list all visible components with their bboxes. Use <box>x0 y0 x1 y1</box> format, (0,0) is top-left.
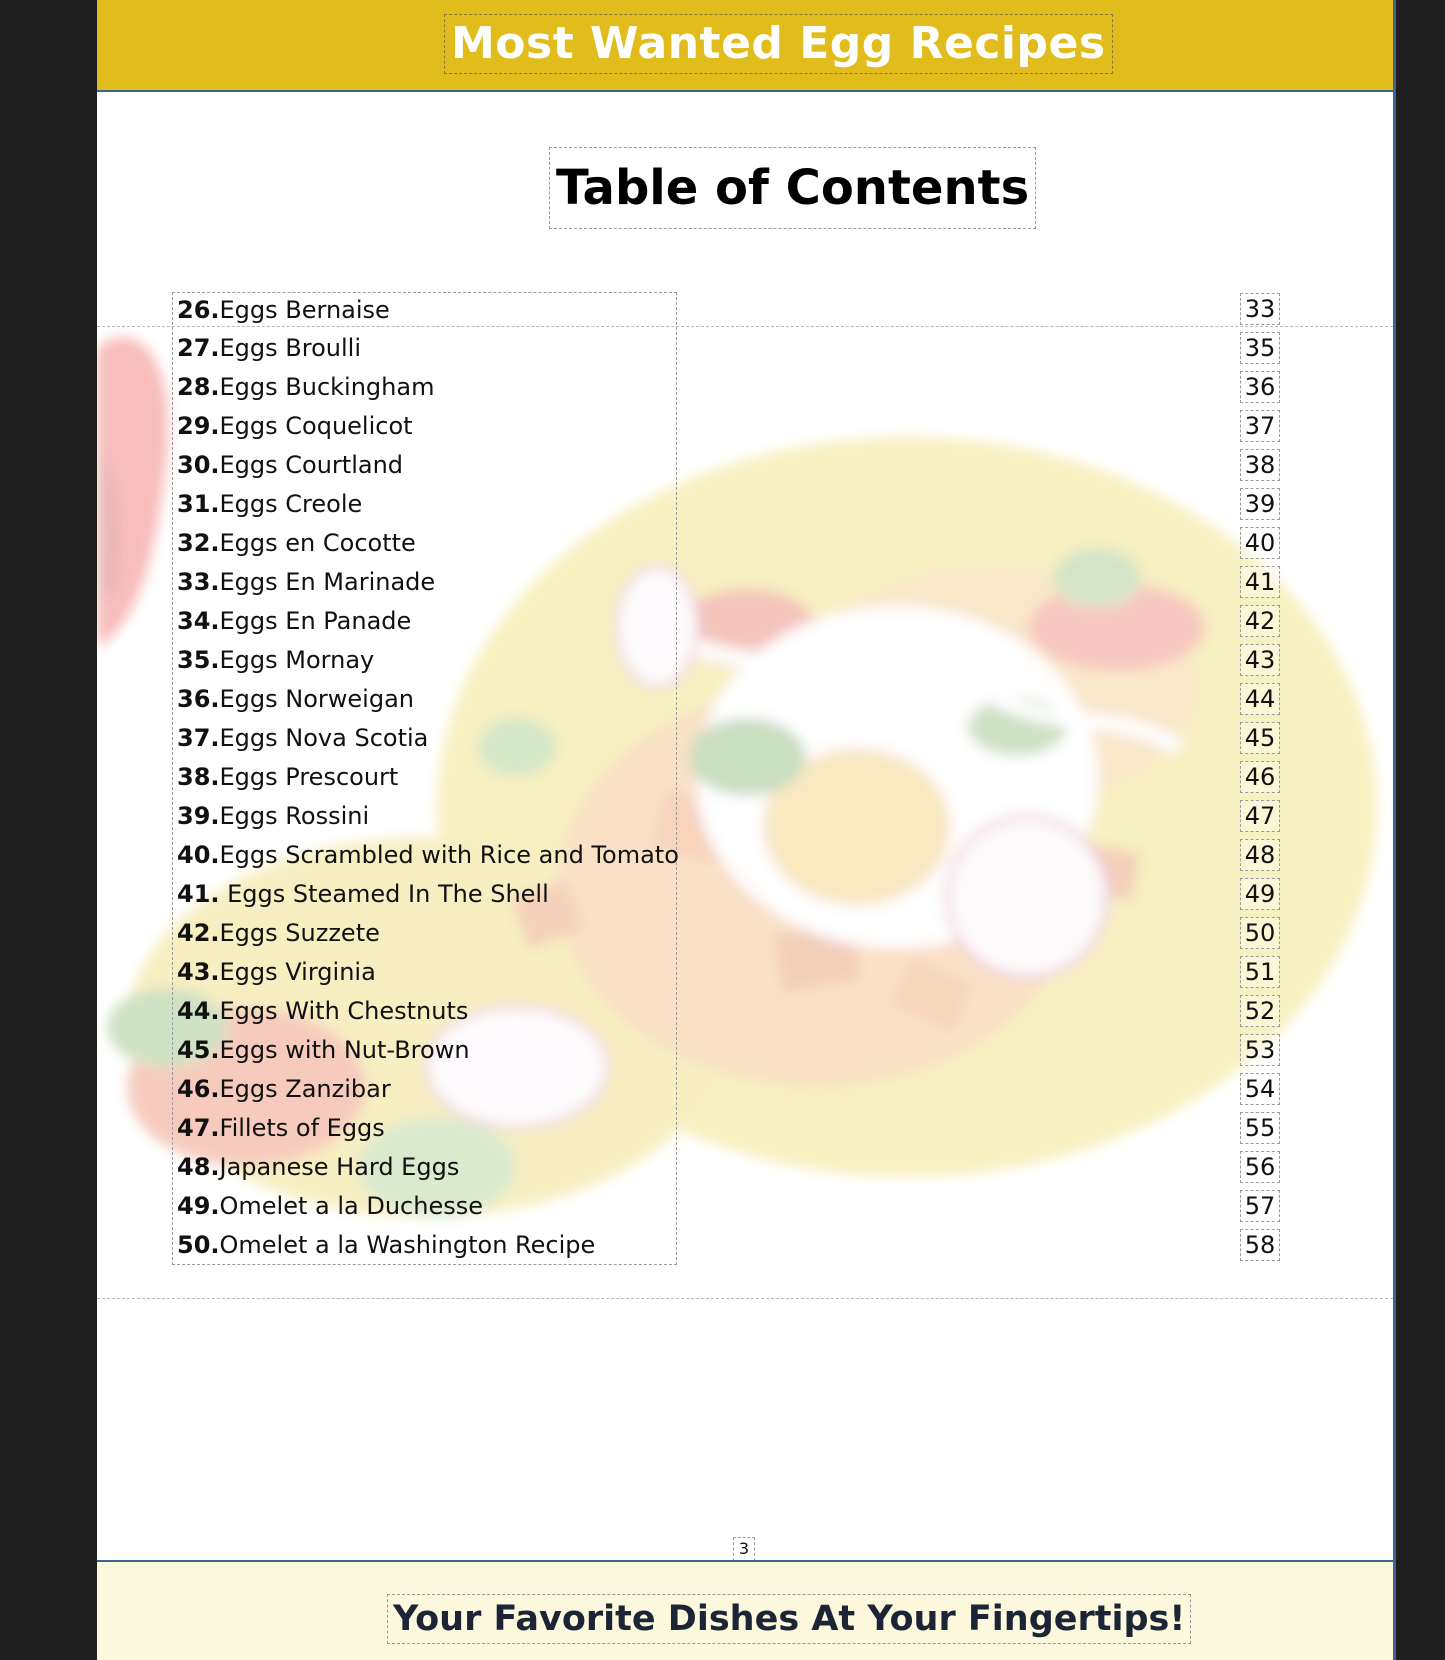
footer-band <box>97 1560 1393 1660</box>
toc-page-number: 38 <box>1240 449 1280 481</box>
toc-entry[interactable] <box>177 682 414 716</box>
toc-entry-number: 49. <box>177 1192 220 1220</box>
toc-page-number: 54 <box>1240 1073 1280 1105</box>
toc-entry-label: Japanese Hard Eggs <box>219 1153 460 1181</box>
toc-entry-number: 47. <box>177 1114 220 1142</box>
toc-entry-label: Eggs Creole <box>219 490 363 518</box>
toc-page-number: 36 <box>1240 371 1280 403</box>
toc-page-number: 52 <box>1240 995 1280 1027</box>
toc-entry-label: Eggs Bernaise <box>219 296 390 324</box>
document-page <box>97 0 1393 1660</box>
toc-entry-number: 38. <box>177 763 220 791</box>
toc-entry[interactable] <box>177 1228 595 1262</box>
toc-entry-label: Eggs Buckingham <box>219 373 435 401</box>
toc-entry-label: Eggs Prescourt <box>219 763 399 791</box>
toc-entry[interactable] <box>177 1189 483 1223</box>
toc-entry-number: 39. <box>177 802 220 830</box>
toc-entry-number: 34. <box>177 607 220 635</box>
toc-entry-label: Eggs En Panade <box>219 607 412 635</box>
toc-page-number: 42 <box>1240 605 1280 637</box>
toc-entry[interactable] <box>177 799 369 833</box>
toc-entry-number: 28. <box>177 373 220 401</box>
toc-entry-label: Fillets of Eggs <box>219 1114 385 1142</box>
toc-entry-number: 40. <box>177 841 220 869</box>
toc-page-number: 56 <box>1240 1151 1280 1183</box>
header-title: Most Wanted Egg Recipes <box>444 14 1113 74</box>
page-edge-rule <box>1393 0 1396 1660</box>
toc-entry-label: Omelet a la Washington Recipe <box>219 1231 596 1259</box>
toc-entry[interactable] <box>177 604 411 638</box>
toc-page-number: 37 <box>1240 410 1280 442</box>
toc-entry[interactable] <box>177 1033 470 1067</box>
toc-entry-number: 36. <box>177 685 220 713</box>
toc-entry-number: 37. <box>177 724 220 752</box>
toc-entry-label: Eggs Coquelicot <box>219 412 413 440</box>
toc-entry-label: Eggs Nova Scotia <box>219 724 429 752</box>
toc-entry-label: Omelet a la Duchesse <box>219 1192 483 1220</box>
toc-entry[interactable] <box>177 721 428 755</box>
toc-entry-number: 33. <box>177 568 220 596</box>
page-number: 3 <box>733 1537 755 1561</box>
toc-entry[interactable] <box>177 331 361 365</box>
toc-page-number: 33 <box>1240 293 1280 325</box>
toc-page-number: 46 <box>1240 761 1280 793</box>
footer-tagline: Your Favorite Dishes At Your Fingertips! <box>387 1594 1191 1644</box>
toc-entry-label: Eggs Broulli <box>219 334 361 362</box>
toc-entry-number: 31. <box>177 490 220 518</box>
toc-entry-label: Eggs Norweigan <box>219 685 414 713</box>
toc-entry[interactable] <box>177 994 468 1028</box>
toc-entry-number: 41. <box>177 880 220 908</box>
toc-page-number: 53 <box>1240 1034 1280 1066</box>
toc-entry[interactable] <box>177 409 413 443</box>
toc-entry[interactable] <box>177 1111 385 1145</box>
toc-title: Table of Contents <box>549 147 1036 229</box>
toc-entry[interactable] <box>177 838 679 872</box>
toc-page-number: 43 <box>1240 644 1280 676</box>
toc-entry-number: 35. <box>177 646 220 674</box>
toc-entry[interactable] <box>177 916 380 950</box>
toc-entry[interactable] <box>177 643 374 677</box>
toc-entry-label: Eggs Courtland <box>219 451 404 479</box>
toc-entry-label: Eggs en Cocotte <box>219 529 416 557</box>
toc-page-number: 41 <box>1240 566 1280 598</box>
toc-entry-number: 48. <box>177 1153 220 1181</box>
toc-entry[interactable] <box>177 955 376 989</box>
toc-entry-label: Eggs En Marinade <box>219 568 436 596</box>
toc-entry[interactable] <box>177 877 549 911</box>
toc-page-number: 35 <box>1240 332 1280 364</box>
toc-entry[interactable] <box>177 448 403 482</box>
toc-page-number: 44 <box>1240 683 1280 715</box>
toc-entry-label: Eggs Suzzete <box>219 919 380 947</box>
toc-entry[interactable] <box>177 370 434 404</box>
toc-entry-number: 42. <box>177 919 220 947</box>
toc-entry-number: 45. <box>177 1036 220 1064</box>
toc-page-number: 39 <box>1240 488 1280 520</box>
toc-page-number: 49 <box>1240 878 1280 910</box>
toc-page-number: 45 <box>1240 722 1280 754</box>
toc-entry-label: Eggs With Chestnuts <box>219 997 469 1025</box>
toc-page-number: 48 <box>1240 839 1280 871</box>
toc-entry-number: 27. <box>177 334 220 362</box>
toc-entry-number: 46. <box>177 1075 220 1103</box>
toc-page-number: 40 <box>1240 527 1280 559</box>
toc-entry[interactable] <box>177 1150 459 1184</box>
toc-entry-label: Eggs Zanzibar <box>219 1075 391 1103</box>
toc-entry-label: Eggs Steamed In The Shell <box>219 880 549 908</box>
toc-entry-label: Eggs Virginia <box>219 958 376 986</box>
toc-entry-number: 43. <box>177 958 220 986</box>
toc-page-number: 51 <box>1240 956 1280 988</box>
toc-page-number: 58 <box>1240 1229 1280 1261</box>
toc-entry-number: 29. <box>177 412 220 440</box>
toc-entry-number: 30. <box>177 451 220 479</box>
toc-entry[interactable] <box>177 487 362 521</box>
toc-entry-label: Eggs Mornay <box>219 646 375 674</box>
toc-entry[interactable] <box>177 760 398 794</box>
toc-page-number: 50 <box>1240 917 1280 949</box>
toc-entry[interactable] <box>177 1072 391 1106</box>
toc-entry-label: Eggs Rossini <box>219 802 370 830</box>
toc-entry-label: Eggs with Nut-Brown <box>219 1036 470 1064</box>
header-band <box>97 0 1393 92</box>
toc-entry[interactable] <box>177 293 390 327</box>
toc-entry-number: 32. <box>177 529 220 557</box>
toc-entry[interactable] <box>177 565 435 599</box>
toc-page-number: 57 <box>1240 1190 1280 1222</box>
toc-entry-number: 26. <box>177 296 220 324</box>
toc-entry-number: 50. <box>177 1231 220 1259</box>
toc-page-number: 47 <box>1240 800 1280 832</box>
toc-entry[interactable] <box>177 526 416 560</box>
toc-entry-label: Eggs Scrambled with Rice and Tomato <box>219 841 679 869</box>
toc-page-number: 55 <box>1240 1112 1280 1144</box>
toc-entry-number: 44. <box>177 997 220 1025</box>
